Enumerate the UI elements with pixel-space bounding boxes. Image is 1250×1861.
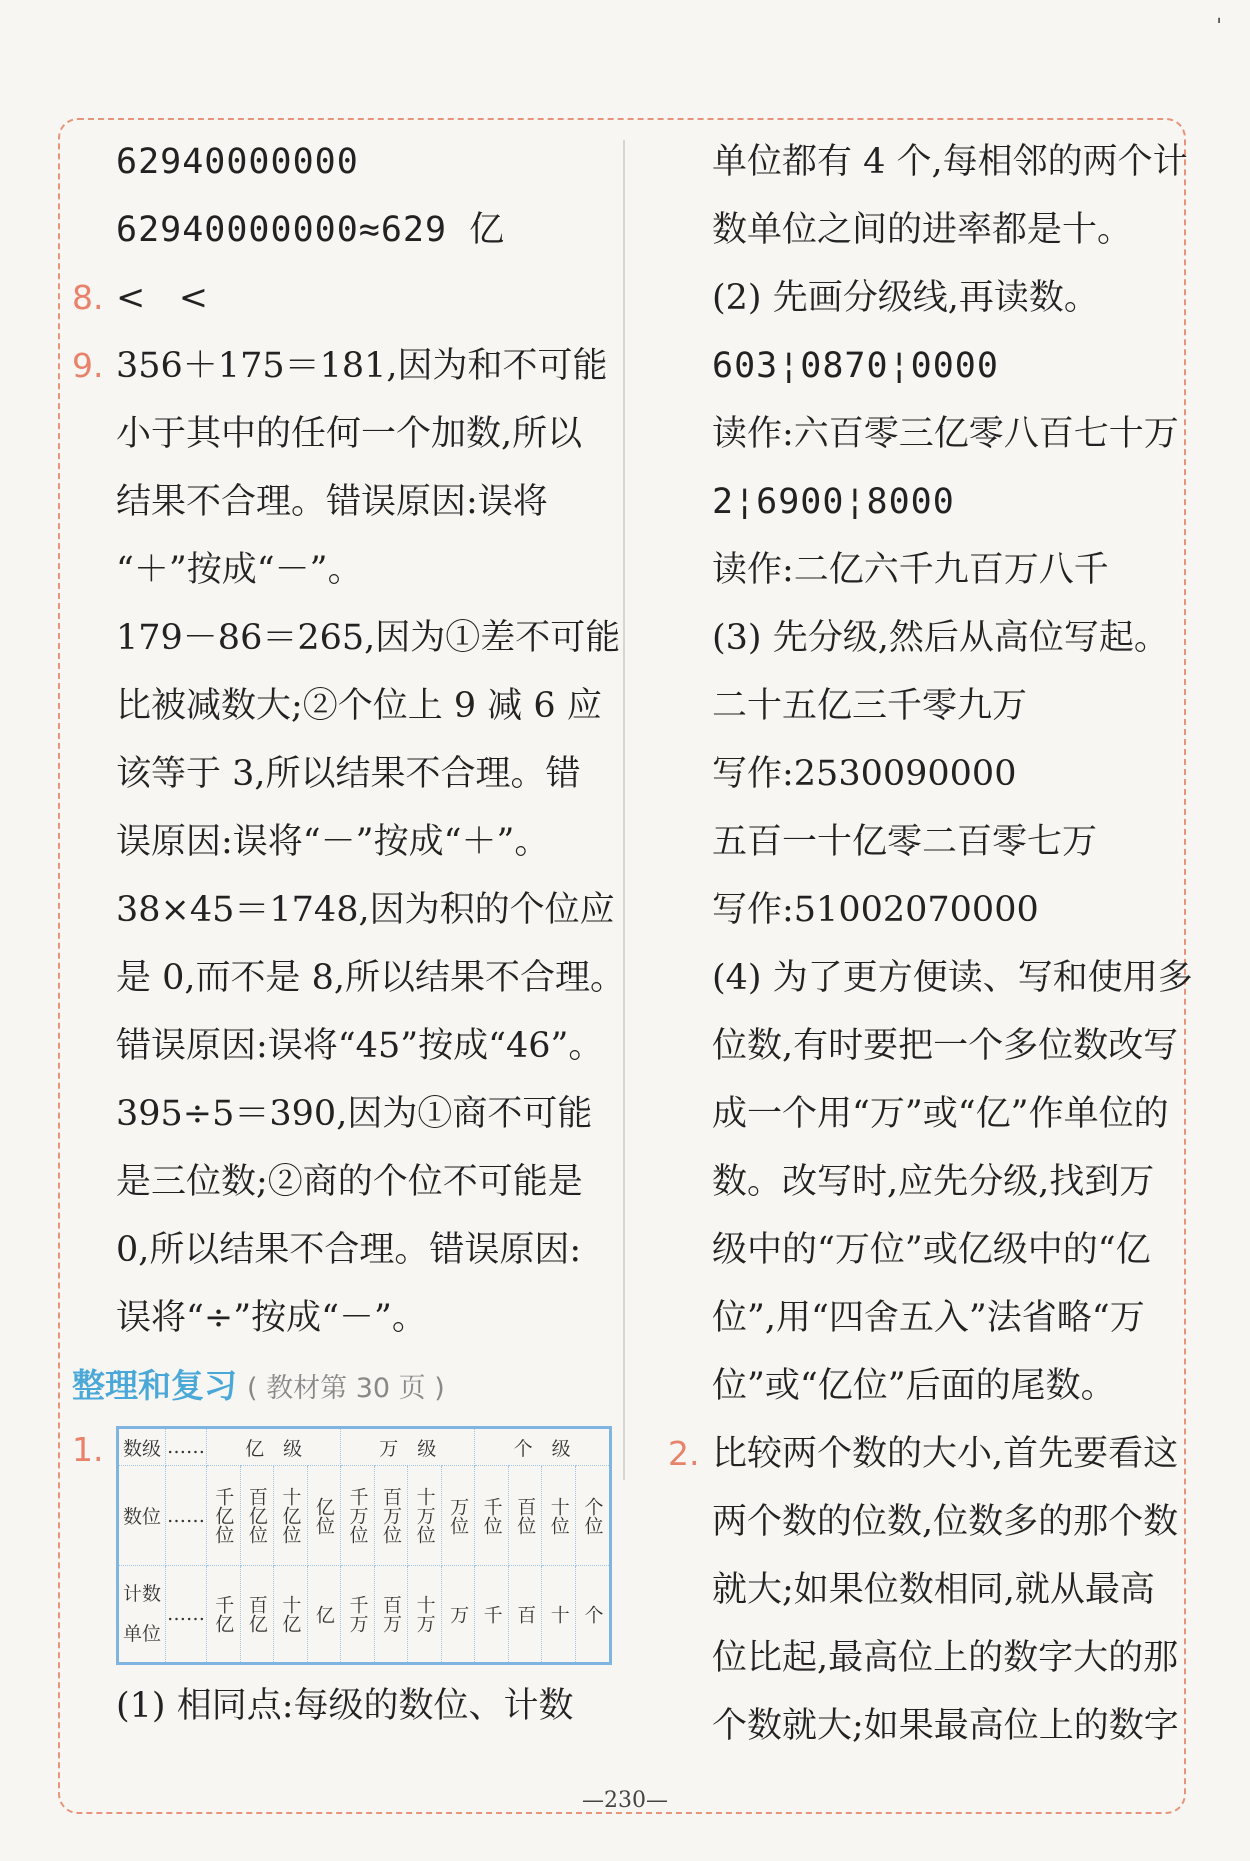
question-1: [72, 1420, 612, 1670]
answer-line: 读作:六百零三亿零八百七十万: [712, 414, 1179, 454]
answer-line: 该等于 3,所以结果不合理。错: [116, 754, 581, 794]
table-cell: 千万: [341, 1566, 375, 1664]
table-cell: 百亿位: [240, 1466, 274, 1566]
answer-line: 结果不合理。错误原因:误将: [116, 482, 548, 522]
answer-line: 读作:二亿六千九百万八千: [712, 550, 1109, 590]
answer-line: 单位都有 4 个,每相邻的两个计: [712, 142, 1188, 182]
answer-line: 比被减数大;②个位上 9 减 6 应: [116, 686, 602, 726]
table-cell: 千: [475, 1566, 509, 1664]
table-cell: ……: [166, 1566, 207, 1664]
answer-line: 位”或“亿位”后面的尾数。: [712, 1366, 1116, 1406]
row-header: 数级: [118, 1428, 166, 1466]
table-cell: 亿: [307, 1566, 341, 1664]
page-number: —230—: [582, 1788, 668, 1813]
table-cell: 个位: [576, 1466, 611, 1566]
answer-line: 38×45＝1748,因为积的个位应: [116, 890, 615, 930]
answer-line: 395÷5＝390,因为①商不可能: [116, 1094, 593, 1134]
answer-line: 62940000000: [116, 142, 359, 182]
answer-line: 位数,有时要把一个多位数改写: [712, 1026, 1179, 1066]
column-divider: [623, 140, 625, 1480]
table-cell: ……: [166, 1466, 207, 1566]
table-cell: 千亿位: [207, 1466, 241, 1566]
table-cell: 十亿: [274, 1566, 308, 1664]
answer-line: 603¦0870¦0000: [712, 346, 999, 386]
table-cell: 千亿: [207, 1566, 241, 1664]
answer-line: 写作:2530090000: [712, 754, 1017, 794]
question-8: [72, 264, 612, 332]
answer-line: 是三位数;②商的个位不可能是: [116, 1162, 583, 1202]
answer-text: < <: [116, 278, 209, 318]
answer-line: (1) 相同点:每级的数位、计数: [116, 1686, 574, 1726]
answer-line: 数单位之间的进率都是十。: [712, 210, 1133, 250]
answer-line: 错误原因:误将“45”按成“46”。: [116, 1026, 604, 1066]
answer-line: “＋”按成“－”。: [116, 550, 363, 590]
answer-line: 级中的“万位”或亿级中的“亿: [712, 1230, 1151, 1270]
answer-line: 误原因:误将“－”按成“＋”。: [116, 822, 550, 862]
answer-line: 2¦6900¦8000: [712, 482, 955, 522]
table-cell: 百万位: [374, 1466, 408, 1566]
question-number: 1.: [72, 1430, 104, 1469]
corner-mark: ˈ: [1215, 16, 1222, 41]
table-cell: 百万: [374, 1566, 408, 1664]
answer-line: 误将“÷”按成“－”。: [116, 1298, 427, 1338]
table-cell: 十亿位: [274, 1466, 308, 1566]
table-cell: 百: [508, 1566, 542, 1664]
question-number: 8.: [72, 278, 104, 317]
answer-text: 比较两个数的大小,首先要看这: [712, 1434, 1179, 1474]
section-title: 整理和复习: [72, 1366, 237, 1405]
place-value-table: [116, 1426, 612, 1665]
answer-text: 356＋175＝181,因为和不可能: [116, 346, 608, 386]
answer-line: [72, 196, 612, 264]
answer-line: 0,所以结果不合理。错误原因:: [116, 1230, 582, 1270]
answer-line: 成一个用“万”或“亿”作单位的: [712, 1094, 1169, 1134]
row-header: 数位: [118, 1466, 166, 1566]
answer-line: 就大;如果位数相同,就从最高: [712, 1570, 1155, 1610]
table-cell: 万: [441, 1566, 475, 1664]
table-cell: 个: [576, 1566, 611, 1664]
table-row: [118, 1466, 611, 1566]
table-cell: 亿位: [307, 1466, 341, 1566]
answer-line: (4) 为了更方便读、写和使用多: [712, 958, 1193, 998]
table-cell: 万位: [441, 1466, 475, 1566]
table-cell: ……: [166, 1428, 207, 1466]
answer-line: (3) 先分级,然后从高位写起。: [712, 618, 1169, 658]
answer-line: 位比起,最高位上的数字大的那: [712, 1638, 1179, 1678]
section-heading: [72, 1352, 612, 1420]
table-cell: 十万位: [408, 1466, 442, 1566]
table-cell: 百位: [508, 1466, 542, 1566]
table-cell: 十位: [542, 1466, 576, 1566]
answer-line: 两个数的位数,位数多的那个数: [712, 1502, 1179, 1542]
table-cell: 亿 级: [207, 1428, 341, 1466]
answer-line: 位”,用“四舍五入”法省略“万: [712, 1298, 1145, 1338]
answer-line: 179－86＝265,因为①差不可能: [116, 618, 621, 658]
answer-line: (2) 先画分级线,再读数。: [712, 278, 1099, 318]
question-number: 2.: [668, 1434, 700, 1473]
question-9: [72, 332, 626, 1352]
table-row: [118, 1566, 611, 1664]
table-cell: 百亿: [240, 1566, 274, 1664]
right-column: [668, 128, 1193, 1760]
answer-line: 小于其中的任何一个加数,所以: [116, 414, 583, 454]
section-subtitle: ( 教材第 30 页 ): [247, 1373, 445, 1404]
table-row: [118, 1428, 611, 1466]
answer-line: 个数就大;如果最高位上的数字: [712, 1706, 1179, 1746]
answer-text: 62940000000≈629 亿: [116, 210, 506, 250]
answer-line: [72, 332, 612, 400]
answer-line: [668, 1420, 1184, 1488]
table-cell: 千位: [475, 1466, 509, 1566]
table-cell: 万 级: [341, 1428, 475, 1466]
answer-line: 数。改写时,应先分级,找到万: [712, 1162, 1155, 1202]
row-header: 计数单位: [118, 1566, 166, 1664]
answer-line: 二十五亿三千零九万: [712, 686, 1028, 726]
table-cell: 个 级: [475, 1428, 611, 1466]
table-cell: 十: [542, 1566, 576, 1664]
table-cell: 千万位: [341, 1466, 375, 1566]
answer-line: 是 0,而不是 8,所以结果不合理。: [116, 958, 626, 998]
table-cell: 十万: [408, 1566, 442, 1664]
answer-line: 写作:51002070000: [712, 890, 1039, 930]
left-column: [72, 128, 626, 1742]
answer-line: 五百一十亿零二百零七万: [712, 822, 1098, 862]
question-number: 9.: [72, 346, 104, 385]
question-2: [668, 1420, 1184, 1760]
